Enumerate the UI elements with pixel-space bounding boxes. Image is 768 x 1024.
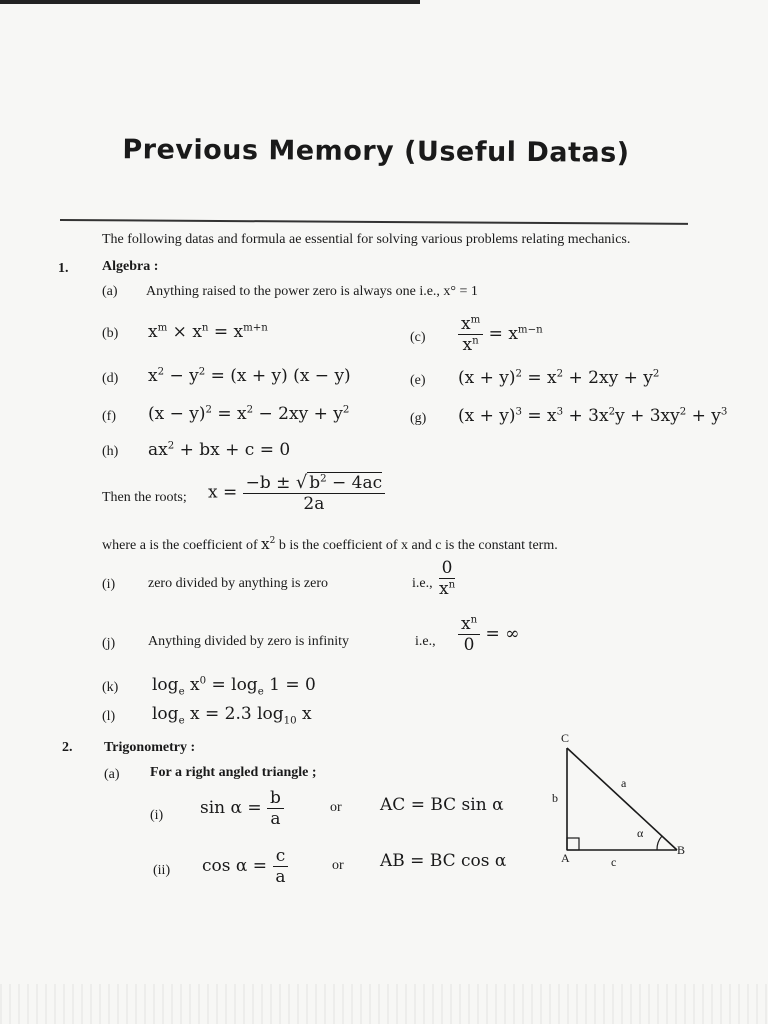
item-a-text: Anything raised to the power zero is always one i.e., x° = 1 [146,284,478,299]
formula-j: $\frac{x^n}{0}$ = ∞ [458,614,519,655]
vertex-b-label: B [677,843,686,857]
trig-ii-or: or [332,858,344,873]
section-1-number: 1. [58,261,69,276]
where-text: where a is the coefficient of $x^2$ b is the coefficient of x and c is the constant term. [102,535,558,553]
trig-ii-label: (ii) [153,863,171,878]
trig-a-label: (a) [104,767,120,782]
item-j-text: Anything divided by zero is infinity [148,634,350,649]
formula-l: $\log_e x = 2.3$ $\log_{10} x$ [152,704,312,727]
intro-text: The following datas and formula ae essential for solving various problems relating mechanics. [102,232,631,247]
side-bc [567,748,677,850]
item-h-label: (h) [102,444,119,459]
formula-k: $\log_e x^0 = \log_e 1 = 0$ [152,675,316,698]
trig-i-alt: AC = BC sin α [380,795,504,815]
formula-c: $\frac{x^m}{x^n}$ = $x^{m-n}$ [458,314,543,355]
item-j-label: (j) [102,636,116,651]
formula-h: $ax^2$ + bx + c = 0 [148,440,291,460]
item-c-label: (c) [410,330,426,345]
formula-cos: cos α = $\frac{c}{a}$ [202,846,289,887]
formula-b: $x^m \times x^n = x^{m+n}$ [148,322,268,342]
side-b-label: b [552,791,558,805]
item-f-label: (f) [102,409,116,424]
item-j-ie: i.e., [415,634,436,649]
side-c-label: c [611,855,617,869]
section-2-number: 2. [62,740,73,755]
scan-artifact [0,984,768,1024]
side-a-label: a [621,776,627,790]
section-1-heading: Algebra : [102,259,159,274]
trig-ii-alt: AB = BC cos α [380,851,507,871]
item-i-text: zero divided by anything is zero [148,576,329,591]
roots-prefix: Then the roots; [102,490,187,505]
title-rule [60,219,688,225]
vertex-a-label: A [561,851,570,865]
right-angle-mark [567,838,579,850]
page-edge [0,0,420,4]
formula-e: $(x + y)^2 = x^2 + 2xy + y^2$ [458,368,660,388]
page-title: Previous Memory (Useful Datas) [122,134,630,169]
formula-i: $\frac{0}{x^n}$ [439,558,456,599]
item-a-label: (a) [102,284,118,299]
formula-d: $x^2 - y^2 = (x + y) (x - y)$ [148,366,351,386]
trig-a-text: For a right angled triangle ; [150,765,317,780]
item-i-ie: i.e., [412,576,433,591]
formula-f: $(x - y)^2 = x^2 - 2xy + y^2$ [148,404,350,424]
trig-i-or: or [330,800,342,815]
formula-g: $(x + y)^3 = x^3 + 3x^2y + 3xy^2 + y^3$ [458,406,728,426]
trig-i-label: (i) [150,808,164,823]
angle-alpha-label: α [637,826,644,840]
item-i-label: (i) [102,577,116,592]
item-g-label: (g) [410,411,427,426]
vertex-c-label: C [561,731,570,745]
item-k-label: (k) [102,680,119,695]
item-e-label: (e) [410,373,426,388]
item-b-label: (b) [102,326,119,341]
item-d-label: (d) [102,371,119,386]
right-triangle-diagram [545,730,695,870]
section-2-heading: Trigonometry : [104,740,196,755]
angle-alpha-arc [657,836,662,850]
item-l-label: (l) [102,709,116,724]
quadratic-formula: x = $\frac{-b \pm √ b^2 - 4ac}{2a}$ [208,472,385,514]
formula-sin: sin α = $\frac{b}{a}$ [200,788,284,829]
